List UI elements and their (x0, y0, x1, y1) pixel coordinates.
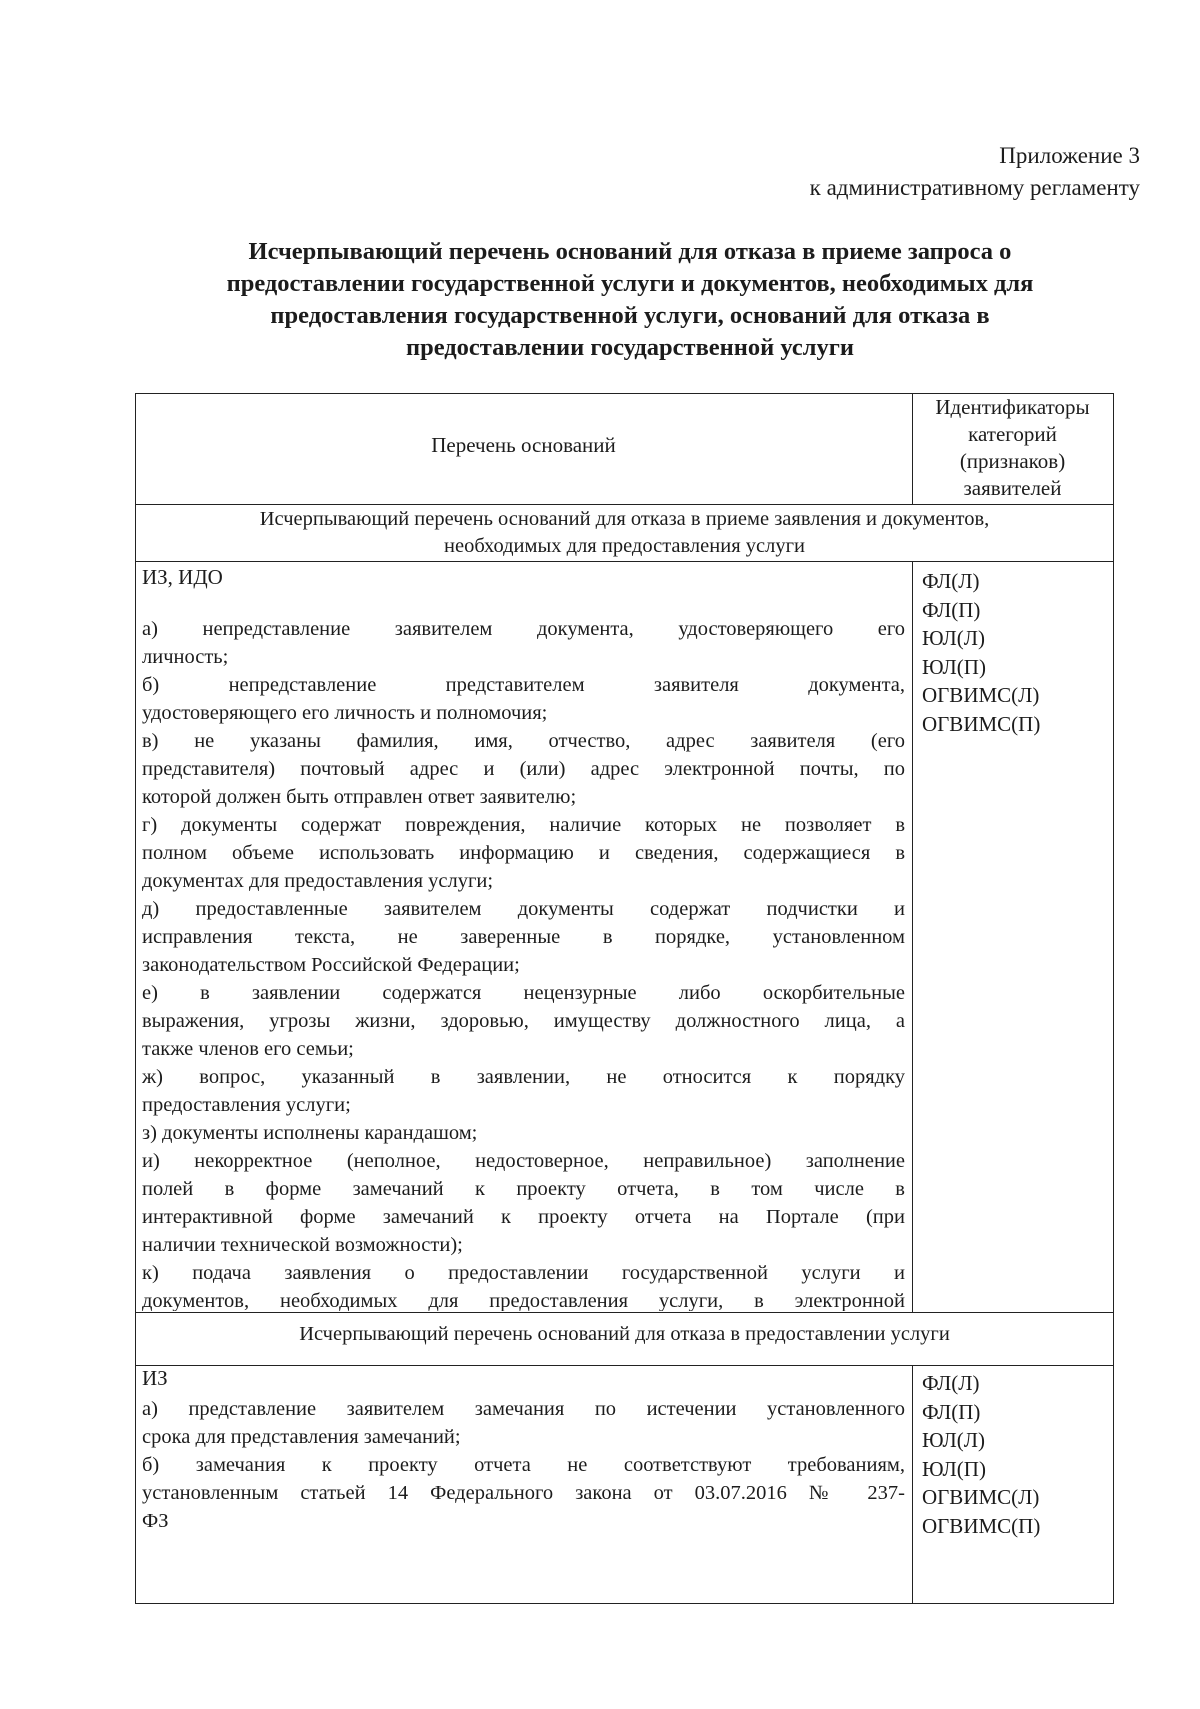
section2-heading: Исчерпывающий перечень оснований для отказа в предоставлении услуги (299, 1323, 950, 1345)
header-divider (135, 504, 1114, 505)
ground-line: удостоверяющего его личность и полномочия; (142, 702, 548, 724)
category-code: ОГВИМС(П) (922, 711, 1041, 736)
section1-end-divider (135, 1312, 1114, 1313)
section1-codes (922, 567, 1040, 738)
title-line-4: предоставлении государственной услуги (405, 334, 855, 361)
header-identifiers-line: (признаков) (959, 449, 1066, 473)
ground-line: б) замечания к проекту отчета не соответствуют требованиям, (142, 1454, 905, 1476)
ground-line: полном объеме использовать информацию и сведения, содержащиеся в (142, 842, 905, 864)
category-code: ЮЛ(Л) (922, 626, 986, 650)
ground-line: документов, необходимых для предоставления услуги, в электронной (142, 1290, 905, 1311)
category-code: ФЛ(П) (922, 1399, 981, 1424)
ground-line: е) в заявлении содержатся нецензурные либо оскорбительные (142, 982, 905, 1004)
ground-line: установленным статьей 14 Федерального закона от 03.07.2016 № 237- (142, 1482, 905, 1504)
section2-codes (922, 1369, 1040, 1540)
ground-line: а) непредставление заявителем документа, удостоверяющего его (142, 618, 905, 640)
section1-heading-line: необходимых для предоставления услуги (444, 535, 805, 557)
ground-line: б) непредставление представителем заявителя документа, (142, 674, 905, 696)
category-code: ФЛ(П) (922, 597, 981, 622)
ground-line: интерактивной форме замечаний к проекту отчета на Портале (при (142, 1206, 905, 1228)
category-code: ЮЛ(Л) (922, 1428, 986, 1452)
header-identifiers-line: категорий (968, 422, 1057, 446)
section1-column-divider (912, 561, 913, 1312)
category-code: ЮЛ(П) (922, 1456, 986, 1481)
section2-column-divider (912, 1365, 913, 1603)
header-identifiers-line: Идентификаторы (935, 395, 1090, 419)
ground-line: в) не указаны фамилия, имя, отчество, адрес заявителя (его (142, 730, 905, 752)
section1-heading-divider (135, 561, 1114, 562)
ground-line: личность; (142, 646, 229, 668)
category-code: ФЛ(Л) (922, 569, 980, 593)
ground-line: г) документы содержат повреждения, наличие которых не позволяет в (142, 814, 905, 836)
appendix-label (540, 140, 1140, 204)
table-border-bottom (135, 1603, 1114, 1604)
appendix-line-1: Приложение 3 (999, 143, 1140, 168)
grounds-table (135, 393, 1114, 1603)
category-code: ОГВИМС(Л) (922, 683, 1040, 707)
ground-line: представителя) почтовый адрес и (или) адрес электронной почты, по (142, 758, 905, 780)
ground-line: д) предоставленные заявителем документы содержат подчистки и (142, 898, 905, 920)
category-code: ОГВИМС(Л) (922, 1485, 1040, 1509)
title-line-3: предоставления государственной услуги, оснований для отказа в (270, 302, 990, 329)
ground-line: ФЗ (142, 1510, 169, 1532)
header-identifiers (912, 394, 1113, 502)
section1-heading (135, 506, 1114, 560)
ground-line: наличии технической возможности); (142, 1234, 463, 1256)
category-code: ЮЛ(П) (922, 654, 986, 679)
table-border-right (1113, 393, 1114, 1603)
section2-row-label: ИЗ (142, 1366, 168, 1390)
section1-heading-line: Исчерпывающий перечень оснований для отказа в приеме заявления и документов, (259, 508, 990, 530)
ground-line: ж) вопрос, указанный в заявлении, не относится к порядку (142, 1066, 905, 1088)
document-title (140, 236, 1120, 364)
ground-line: которой должен быть отправлен ответ заявителю; (142, 786, 577, 808)
header-identifiers-line: заявителей (963, 476, 1062, 500)
ground-line: з) документы исполнены карандашом; (142, 1122, 478, 1144)
ground-line: также членов его семьи; (142, 1038, 354, 1060)
header-reasons: Перечень оснований (431, 433, 616, 457)
appendix-line-2: к административному регламенту (809, 175, 1140, 200)
title-line-2: предоставлении государственной услуги и документов, необходимых для (226, 270, 1034, 297)
ground-line: полей в форме замечаний к проекту отчета, в том числе в (142, 1178, 905, 1200)
ground-line: выражения, угрозы жизни, здоровью, имуществу должностного лица, а (142, 1010, 905, 1032)
ground-line: законодательством Российской Федерации; (142, 954, 520, 976)
category-code: ФЛ(Л) (922, 1371, 980, 1395)
ground-line: к) подача заявления о предоставлении государственной услуги и (142, 1262, 905, 1284)
section2-heading-divider (135, 1365, 1114, 1366)
category-code: ОГВИМС(П) (922, 1513, 1041, 1538)
ground-line: и) некорректное (неполное, недостоверное, неправильное) заполнение (142, 1150, 905, 1172)
table-border-left (135, 393, 136, 1603)
ground-line: а) представление заявителем замечания по истечении установленного (142, 1398, 905, 1420)
title-line-1: Исчерпывающий перечень оснований для отказа в приеме запроса о (248, 238, 1012, 265)
section1-row-label: ИЗ, ИДО (142, 565, 223, 589)
ground-line: срока для представления замечаний; (142, 1426, 461, 1448)
ground-line: документах для предоставления услуги; (142, 870, 494, 892)
ground-line: исправления текста, не заверенные в порядке, установленном (142, 926, 905, 948)
ground-line: предоставления услуги; (142, 1094, 351, 1116)
